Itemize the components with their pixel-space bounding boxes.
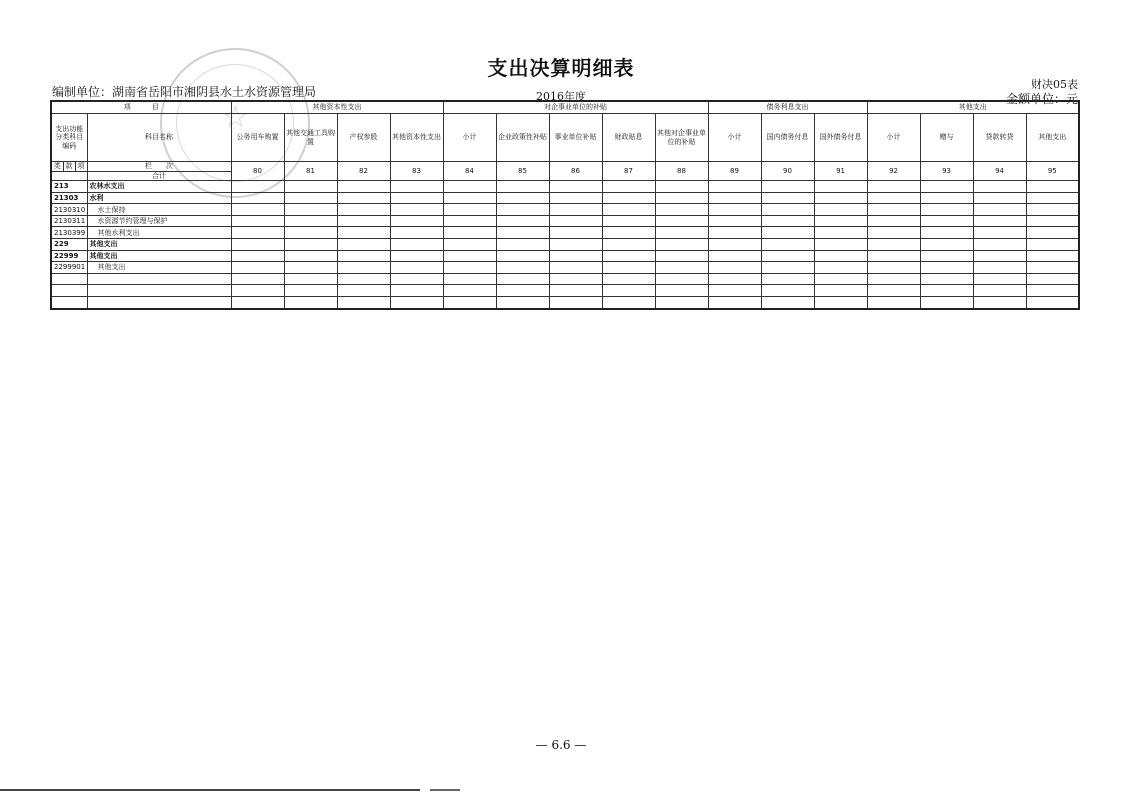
group-header: 对企事业单位的补贴 — [443, 101, 708, 114]
amount-cell — [602, 296, 655, 308]
amount-cell — [443, 250, 496, 262]
amount-cell — [231, 192, 284, 204]
column-header: 赠与 — [920, 114, 973, 162]
amount-cell — [390, 296, 443, 308]
amount-cell — [761, 285, 814, 297]
amount-cell — [443, 204, 496, 216]
table-row — [51, 250, 1079, 262]
amount-cell — [867, 285, 920, 297]
column-number: 84 — [443, 162, 496, 181]
amount-cell — [1026, 296, 1079, 308]
amount-cell — [443, 227, 496, 239]
row-name: 其他水利支出 — [87, 227, 231, 239]
amount-cell — [231, 296, 284, 308]
amount-cell — [443, 215, 496, 227]
amount-cell — [602, 227, 655, 239]
amount-cell — [496, 273, 549, 285]
amount-cell — [284, 273, 337, 285]
column-number: 88 — [655, 162, 708, 181]
amount-cell — [337, 215, 390, 227]
amount-cell — [496, 227, 549, 239]
amount-cell — [655, 192, 708, 204]
header-kuan: 款 — [63, 162, 75, 172]
amount-cell — [443, 285, 496, 297]
amount-cell — [496, 262, 549, 274]
amount-cell — [708, 296, 761, 308]
row-name: 其他支出 — [87, 250, 231, 262]
amount-cell — [337, 227, 390, 239]
row-name — [87, 285, 231, 297]
column-number: 87 — [602, 162, 655, 181]
amount-cell — [920, 250, 973, 262]
amount-cell — [284, 181, 337, 193]
amount-cell — [708, 181, 761, 193]
amount-cell — [708, 250, 761, 262]
amount-cell — [390, 215, 443, 227]
expenditure-detail-table — [50, 100, 1080, 310]
amount-cell — [496, 204, 549, 216]
amount-cell — [284, 250, 337, 262]
amount-cell — [1026, 250, 1079, 262]
table-row — [51, 204, 1079, 216]
amount-cell — [655, 285, 708, 297]
amount-cell — [814, 250, 867, 262]
amount-cell — [549, 181, 602, 193]
amount-cell — [761, 215, 814, 227]
form-code: 财决05表 — [1031, 78, 1078, 91]
row-name: 农林水支出 — [87, 181, 231, 193]
header-lanci: 栏 次 — [87, 162, 231, 172]
column-header: 小计 — [867, 114, 920, 162]
amount-cell — [1026, 215, 1079, 227]
amount-cell — [443, 181, 496, 193]
amount-cell — [549, 262, 602, 274]
amount-cell — [920, 215, 973, 227]
blank-cell — [51, 172, 87, 181]
row-code: 21303 — [51, 192, 87, 204]
amount-cell — [1026, 192, 1079, 204]
amount-cell — [920, 227, 973, 239]
amount-cell — [337, 285, 390, 297]
column-number: 80 — [231, 162, 284, 181]
amount-cell — [602, 239, 655, 251]
table-row — [51, 227, 1079, 239]
amount-cell — [1026, 227, 1079, 239]
amount-cell — [920, 239, 973, 251]
page-title: 支出决算明细表 — [487, 56, 635, 80]
amount-cell — [814, 215, 867, 227]
amount-cell — [1026, 204, 1079, 216]
amount-unit: 金额单位：元 — [1005, 92, 1078, 106]
amount-cell — [973, 262, 1026, 274]
amount-cell — [496, 215, 549, 227]
amount-cell — [708, 273, 761, 285]
amount-cell — [284, 285, 337, 297]
table-row — [51, 215, 1079, 227]
amount-cell — [655, 296, 708, 308]
column-number: 93 — [920, 162, 973, 181]
column-header: 其他交通工具购置 — [284, 114, 337, 162]
amount-cell — [231, 227, 284, 239]
column-header: 公务用车购置 — [231, 114, 284, 162]
amount-cell — [496, 181, 549, 193]
column-number: 85 — [496, 162, 549, 181]
amount-cell — [920, 296, 973, 308]
amount-cell — [231, 250, 284, 262]
amount-cell — [920, 181, 973, 193]
amount-cell — [337, 273, 390, 285]
amount-cell — [337, 262, 390, 274]
row-code: 2299901 — [51, 262, 87, 274]
column-header: 企业政策性补贴 — [496, 114, 549, 162]
row-code: 2130399 — [51, 227, 87, 239]
amount-cell — [549, 239, 602, 251]
amount-cell — [602, 181, 655, 193]
column-number: 82 — [337, 162, 390, 181]
amount-cell — [549, 204, 602, 216]
amount-cell — [867, 239, 920, 251]
row-code — [51, 285, 87, 297]
amount-cell — [602, 262, 655, 274]
row-name: 水资源节约管理与保护 — [87, 215, 231, 227]
column-header: 国外债务付息 — [814, 114, 867, 162]
amount-cell — [761, 296, 814, 308]
amount-cell — [602, 215, 655, 227]
amount-cell — [973, 250, 1026, 262]
amount-cell — [761, 250, 814, 262]
amount-cell — [496, 192, 549, 204]
amount-cell — [602, 204, 655, 216]
column-number: 86 — [549, 162, 602, 181]
amount-cell — [920, 262, 973, 274]
column-header: 国内债务付息 — [761, 114, 814, 162]
amount-cell — [655, 273, 708, 285]
amount-cell — [390, 262, 443, 274]
amount-cell — [814, 273, 867, 285]
amount-cell — [496, 250, 549, 262]
amount-cell — [973, 296, 1026, 308]
amount-cell — [867, 215, 920, 227]
amount-cell — [814, 192, 867, 204]
row-code: 213 — [51, 181, 87, 193]
table-row — [51, 285, 1079, 297]
column-number: 81 — [284, 162, 337, 181]
page-number: — 6.6 — — [535, 738, 587, 752]
amount-cell — [867, 296, 920, 308]
amount-cell — [337, 204, 390, 216]
amount-cell — [814, 239, 867, 251]
amount-cell — [602, 192, 655, 204]
row-name — [87, 296, 231, 308]
amount-cell — [390, 181, 443, 193]
amount-cell — [390, 239, 443, 251]
column-number: 91 — [814, 162, 867, 181]
amount-cell — [920, 285, 973, 297]
amount-cell — [390, 273, 443, 285]
bottom-rule — [0, 789, 420, 791]
row-name: 水利 — [87, 192, 231, 204]
amount-cell — [549, 285, 602, 297]
fiscal-year: 2016年度 — [536, 90, 586, 103]
header-subject-name: 科目名称 — [87, 114, 231, 162]
column-header: 其他资本性支出 — [390, 114, 443, 162]
amount-cell — [920, 192, 973, 204]
amount-cell — [443, 192, 496, 204]
amount-cell — [655, 239, 708, 251]
amount-cell — [761, 181, 814, 193]
seal-star-icon: ☆ — [222, 100, 249, 135]
amount-cell — [549, 273, 602, 285]
column-header: 贷款转贷 — [973, 114, 1026, 162]
amount-cell — [1026, 273, 1079, 285]
amount-cell — [867, 250, 920, 262]
amount-cell — [655, 215, 708, 227]
amount-cell — [284, 296, 337, 308]
column-header: 产权参股 — [337, 114, 390, 162]
column-header: 小计 — [443, 114, 496, 162]
bottom-rule-short — [430, 789, 460, 791]
amount-cell — [973, 192, 1026, 204]
amount-cell — [814, 262, 867, 274]
group-header: 债务利息支出 — [708, 101, 867, 114]
amount-cell — [814, 204, 867, 216]
column-number: 94 — [973, 162, 1026, 181]
amount-cell — [867, 181, 920, 193]
row-code — [51, 273, 87, 285]
amount-cell — [443, 262, 496, 274]
amount-cell — [284, 192, 337, 204]
table-row — [51, 181, 1079, 193]
amount-cell — [708, 227, 761, 239]
amount-cell — [655, 204, 708, 216]
amount-cell — [920, 204, 973, 216]
amount-cell — [708, 262, 761, 274]
amount-cell — [496, 296, 549, 308]
amount-cell — [602, 273, 655, 285]
header-project: 项 目 — [51, 101, 231, 114]
amount-cell — [708, 192, 761, 204]
amount-cell — [496, 239, 549, 251]
row-code: 22999 — [51, 250, 87, 262]
group-header: 其他资本性支出 — [231, 101, 443, 114]
amount-cell — [390, 227, 443, 239]
amount-cell — [867, 227, 920, 239]
amount-cell — [549, 227, 602, 239]
amount-cell — [867, 262, 920, 274]
amount-cell — [761, 273, 814, 285]
amount-cell — [867, 204, 920, 216]
header-func-code: 支出功能分类科目编码 — [51, 114, 87, 162]
amount-cell — [284, 239, 337, 251]
row-code — [51, 296, 87, 308]
row-name: 水土保持 — [87, 204, 231, 216]
column-header: 小计 — [708, 114, 761, 162]
amount-cell — [1026, 181, 1079, 193]
amount-cell — [231, 181, 284, 193]
column-header: 其他对企事业单位的补贴 — [655, 114, 708, 162]
amount-cell — [231, 215, 284, 227]
amount-cell — [708, 204, 761, 216]
header-lei: 类 — [51, 162, 63, 172]
table-row — [51, 262, 1079, 274]
amount-cell — [549, 192, 602, 204]
amount-cell — [655, 227, 708, 239]
amount-cell — [814, 296, 867, 308]
amount-cell — [284, 262, 337, 274]
amount-cell — [231, 239, 284, 251]
amount-cell — [231, 204, 284, 216]
amount-cell — [337, 239, 390, 251]
amount-cell — [390, 285, 443, 297]
amount-cell — [443, 273, 496, 285]
amount-cell — [602, 285, 655, 297]
column-header: 财政贴息 — [602, 114, 655, 162]
amount-cell — [284, 227, 337, 239]
column-number: 89 — [708, 162, 761, 181]
amount-cell — [284, 215, 337, 227]
table-row — [51, 192, 1079, 204]
amount-cell — [231, 262, 284, 274]
amount-cell — [496, 285, 549, 297]
row-name: 其他支出 — [87, 239, 231, 251]
group-header: 其他支出 — [867, 101, 1079, 114]
amount-cell — [761, 227, 814, 239]
column-number: 83 — [390, 162, 443, 181]
amount-cell — [814, 181, 867, 193]
amount-cell — [655, 262, 708, 274]
column-header: 其他支出 — [1026, 114, 1079, 162]
amount-cell — [761, 239, 814, 251]
amount-cell — [761, 192, 814, 204]
amount-cell — [337, 296, 390, 308]
amount-cell — [549, 250, 602, 262]
row-code: 229 — [51, 239, 87, 251]
amount-cell — [390, 192, 443, 204]
amount-cell — [337, 250, 390, 262]
amount-cell — [814, 227, 867, 239]
table-row — [51, 296, 1079, 308]
amount-cell — [284, 204, 337, 216]
amount-cell — [761, 262, 814, 274]
row-name — [87, 273, 231, 285]
amount-cell — [1026, 285, 1079, 297]
amount-cell — [337, 181, 390, 193]
amount-cell — [973, 273, 1026, 285]
column-number: 95 — [1026, 162, 1079, 181]
column-number: 90 — [761, 162, 814, 181]
amount-cell — [973, 181, 1026, 193]
amount-cell — [443, 296, 496, 308]
amount-cell — [973, 227, 1026, 239]
amount-cell — [920, 273, 973, 285]
row-code: 2130311 — [51, 215, 87, 227]
amount-cell — [814, 285, 867, 297]
amount-cell — [867, 273, 920, 285]
amount-cell — [443, 239, 496, 251]
compiler-unit: 编制单位：湖南省岳阳市湘阴县水土水资源管理局 — [52, 85, 317, 99]
column-number: 92 — [867, 162, 920, 181]
amount-cell — [708, 239, 761, 251]
column-header: 事业单位补贴 — [549, 114, 602, 162]
header-heji: 合计 — [87, 172, 231, 181]
header-xiang: 项 — [75, 162, 87, 172]
amount-cell — [708, 215, 761, 227]
amount-cell — [549, 296, 602, 308]
amount-cell — [390, 250, 443, 262]
amount-cell — [390, 204, 443, 216]
amount-cell — [231, 273, 284, 285]
amount-cell — [708, 285, 761, 297]
amount-cell — [231, 285, 284, 297]
amount-cell — [973, 204, 1026, 216]
amount-cell — [973, 239, 1026, 251]
amount-cell — [549, 215, 602, 227]
amount-cell — [602, 250, 655, 262]
amount-cell — [1026, 239, 1079, 251]
amount-cell — [973, 215, 1026, 227]
amount-cell — [655, 250, 708, 262]
table-row — [51, 273, 1079, 285]
table-row — [51, 239, 1079, 251]
row-name: 其他支出 — [87, 262, 231, 274]
amount-cell — [867, 192, 920, 204]
row-code: 2130310 — [51, 204, 87, 216]
amount-cell — [337, 192, 390, 204]
amount-cell — [1026, 262, 1079, 274]
amount-cell — [761, 204, 814, 216]
amount-cell — [655, 181, 708, 193]
amount-cell — [973, 285, 1026, 297]
